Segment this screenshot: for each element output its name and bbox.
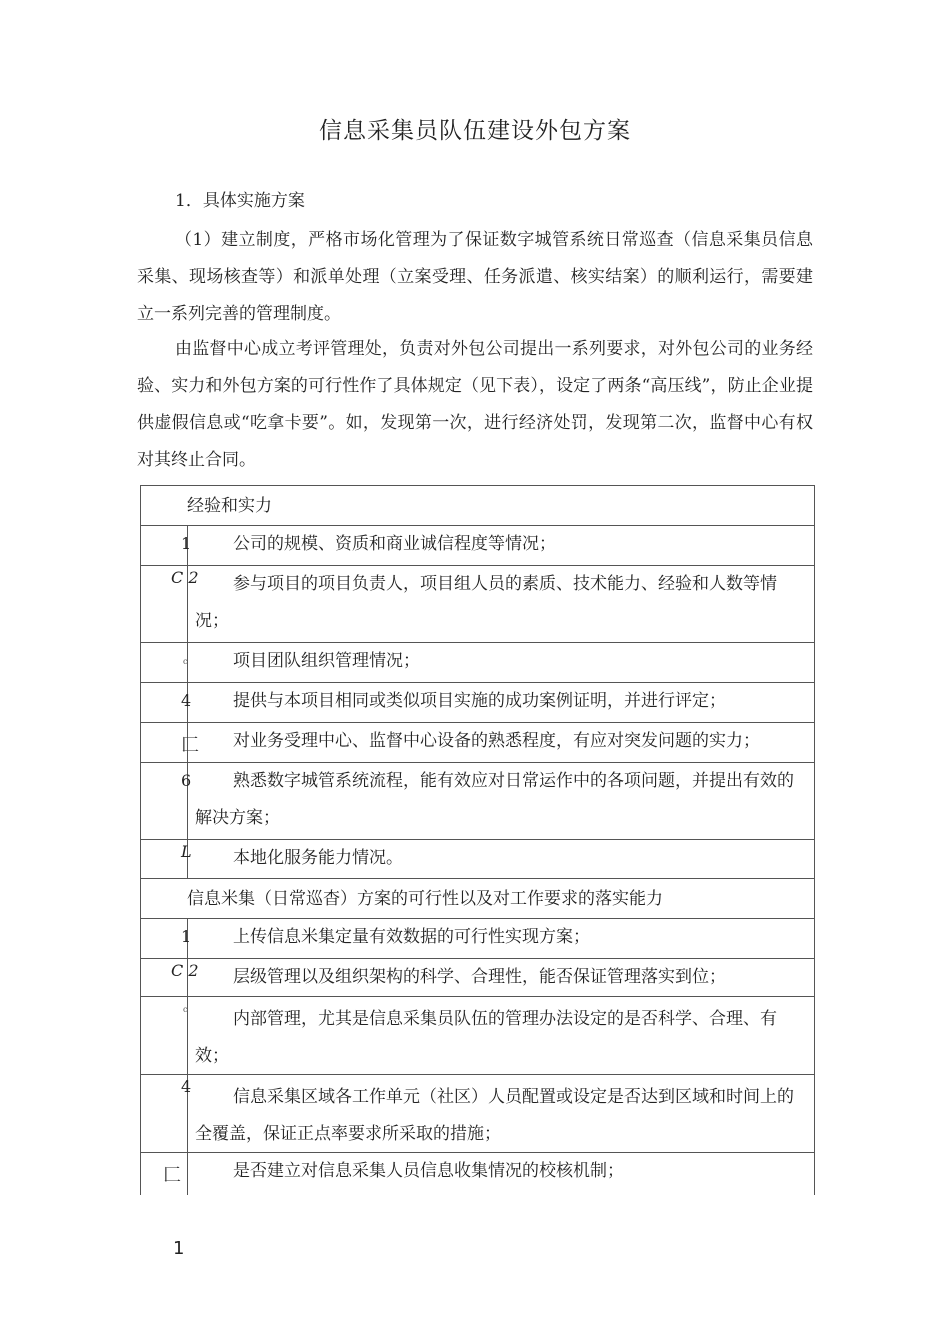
paragraph-1: （1）建立制度，严格市场化管理为了保证数字城管系统日常巡查（信息采集员信息采集、现场核查等）和派单处理（立案受理、任务派遣、核实结案）的顺利运行，需要建立一系列完善的管理制度。 — [137, 230, 813, 324]
row-text: 项目团队组织管理情况； — [233, 651, 420, 671]
section-heading: 1．具体实施方案 — [175, 191, 305, 211]
table-row — [141, 958, 814, 996]
table-row — [141, 762, 814, 839]
row-number: L — [181, 842, 192, 861]
row-number: c — [183, 1005, 188, 1014]
table-row — [141, 996, 814, 1074]
row-text: 公司的规模、资质和商业诚信程度等情况； — [233, 534, 556, 554]
page-number: 1 — [173, 1238, 185, 1259]
row-number: 4 — [181, 691, 192, 710]
row-text: 熟悉数字城管系统流程，能有效应对日常运作中的各项问题，并提出有效的解决方案； — [195, 771, 794, 828]
table-section-header — [141, 878, 814, 918]
row-number: 1 — [181, 927, 192, 946]
row-number: C 2 — [171, 568, 199, 587]
table-row — [141, 1074, 814, 1152]
table-row — [141, 642, 814, 682]
row-text: 是否建立对信息采集人员信息收集情况的校核机制； — [233, 1161, 624, 1181]
row-number: 4 — [181, 1077, 192, 1096]
row-number: 匚 — [181, 735, 199, 756]
row-text: 提供与本项目相同或类似项目实施的成功案例证明，并进行评定； — [233, 691, 726, 711]
row-text: 层级管理以及组织架构的科学、合理性，能否保证管理落实到位； — [233, 967, 726, 987]
row-text: 对业务受理中心、监督中心设备的熟悉程度，有应对突发问题的实力； — [233, 731, 760, 751]
table-row — [141, 722, 814, 762]
table-row — [141, 525, 814, 565]
row-text: 内部管理，尤其是信息采集员队伍的管理办法设定的是否科学、合理、有效； — [195, 1009, 777, 1066]
table-row — [141, 1152, 814, 1195]
row-number: 6 — [181, 771, 192, 790]
row-text: 上传信息米集定量有效数据的可行性实现方案； — [233, 927, 590, 947]
row-number: C 2 — [171, 961, 199, 980]
table-row — [141, 565, 814, 642]
table-row — [141, 839, 814, 878]
row-text: 本地化服务能力情况。 — [233, 848, 403, 868]
criteria-table — [140, 485, 815, 1195]
row-number: 1 — [181, 534, 192, 553]
section-header-text: 信息米集（日常巡杳）方案的可行性以及对工作要求的落实能力 — [187, 889, 663, 909]
section-header-text: 经验和实力 — [187, 496, 272, 516]
paragraph-2: 由监督中心成立考评管理处，负责对外包公司提出一系列要求，对外包公司的业务经验、实力和外包方案的可行性作了具体规定（见下表），设定了两条“高压线”，防止企业提供虚假信息或“吃拿卡要”。如，发现第一次，进行经济处罚，发现第二次，监督中心有权对其终止合同。 — [137, 339, 813, 470]
page-title: 信息采集员队伍建设外包方案 — [319, 118, 631, 144]
table-row — [141, 918, 814, 958]
row-text: 信息采集区域各工作单元（社区）人员配置或设定是否达到区域和时间上的全覆盖，保证正点率要求所采取的措施； — [195, 1087, 794, 1144]
row-number: c — [183, 657, 188, 666]
row-text: 参与项目的项目负责人，项目组人员的素质、技术能力、经验和人数等情况； — [195, 574, 777, 631]
table-row — [141, 682, 814, 722]
table-section-header — [141, 485, 814, 525]
row-number: 匚 — [163, 1165, 181, 1186]
